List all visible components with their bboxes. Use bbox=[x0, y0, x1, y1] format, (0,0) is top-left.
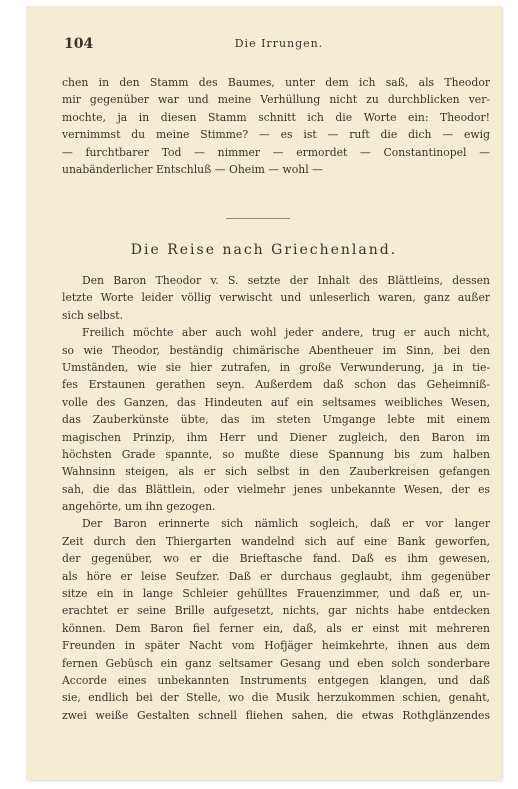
text-line: das Zauberkünste übte, das im steten Umgange lebte mit einem bbox=[62, 413, 490, 427]
opening-text bbox=[62, 74, 490, 178]
text-line: angehörte, um ihn gezogen. bbox=[62, 500, 216, 514]
text-line: als höre er leise Seufzer. Daß er durchaus geglaubt, ihm gegenüber bbox=[62, 569, 490, 583]
text-line: können. Dem Baron fiel ferner ein, daß, als er einst mit mehreren bbox=[62, 621, 490, 635]
text-line: Accorde eines unbekannten Instruments entgegen klangen, und daß bbox=[62, 673, 490, 687]
section-divider bbox=[226, 218, 290, 219]
text-line: vernimmst du meine Stimme? — es ist — ruft die dich — ewig bbox=[62, 128, 490, 142]
page-header bbox=[64, 36, 494, 54]
text-line: sah, die das Blättlein, oder vielmehr jenes unbekannte Wesen, der es bbox=[62, 482, 490, 496]
text-line: Den Baron Theodor v. S. setzte der Inhalt des Blättleins, dessen bbox=[82, 274, 490, 287]
text-line: mochte, ja in diesen Stamm schnitt ich die Worte ein: Theodor! bbox=[62, 110, 490, 124]
text-line: Umständen, wie sie hier zutrafen, in große Verwunderung, ja in tie- bbox=[62, 360, 490, 374]
text-line: chen in den Stamm des Baumes, unter dem ich saß, als Theodor bbox=[62, 76, 490, 89]
text-line: fernen Gebüsch ein ganz seltsamer Gesang und eben solch sonderbare bbox=[62, 656, 490, 670]
text-line: sie, endlich bei der Stelle, wo die Musik herzukommen schien, genaht, bbox=[62, 691, 490, 705]
text-line: unabänderlicher Entschluß — Oheim — wohl — bbox=[62, 162, 323, 176]
text-line: erachtet er seine Brille aufgesetzt, nichts, gar nichts habe entdecken bbox=[62, 604, 490, 618]
text-line: höchsten Grade spannte, so mußte diese Spannung bis zum halben bbox=[62, 447, 490, 461]
text-line: magischen Prinzip, ihm Herr und Diener zugleich, den Baron im bbox=[62, 430, 490, 444]
section-text bbox=[62, 272, 490, 724]
text-line: der gegenüber, wo er die Brieftasche fand. Daß es ihm gewesen, bbox=[62, 552, 490, 566]
page-number: 104 bbox=[64, 36, 94, 52]
text-line: so wie Theodor, beständig chimärische Abentheuer im Sinn, bei den bbox=[62, 343, 490, 357]
text-line: volle des Ganzen, das Hindeuten auf ein seltsames weibliches Wesen, bbox=[62, 395, 490, 409]
book-page bbox=[26, 6, 502, 780]
running-head: Die Irrungen. bbox=[234, 37, 324, 50]
text-line: letzte Worte leider völlig verwischt und unleserlich waren, ganz außer bbox=[62, 291, 490, 305]
text-line: mir gegenüber war und meine Verhüllung nicht zu durchblicken ver- bbox=[62, 93, 490, 107]
section-title: Die Reise nach Griechenland. bbox=[130, 242, 398, 258]
text-line: — furchtbarer Tod — nimmer — ermordet — Constantinopel — bbox=[62, 145, 490, 159]
text-line: sich selbst. bbox=[62, 308, 124, 322]
text-line: zwei weiße Gestalten schnell fliehen sahen, die etwas Rothglänzendes bbox=[62, 708, 490, 722]
text-line: fes Erstaunen gerathen seyn. Außerdem daß schon das Geheimniß- bbox=[62, 378, 490, 392]
text-line: sitze ein in lange Schleier gehülltes Frauenzimmer, und daß er, un- bbox=[62, 587, 490, 601]
text-line: Der Baron erinnerte sich nämlich sogleich, daß er vor langer bbox=[82, 517, 490, 531]
text-line: Wahnsinn steigen, als er sich selbst in den Zauberkreisen gefangen bbox=[62, 465, 490, 479]
text-line: Zeit durch den Thiergarten wandelnd sich auf eine Bank geworfen, bbox=[62, 534, 490, 548]
text-line: Freilich möchte aber auch wohl jeder andere, trug er auch nicht, bbox=[82, 326, 490, 340]
text-line: Freunden in später Nacht vom Hofjäger heimkehrte, ihnen aus dem bbox=[62, 639, 490, 653]
